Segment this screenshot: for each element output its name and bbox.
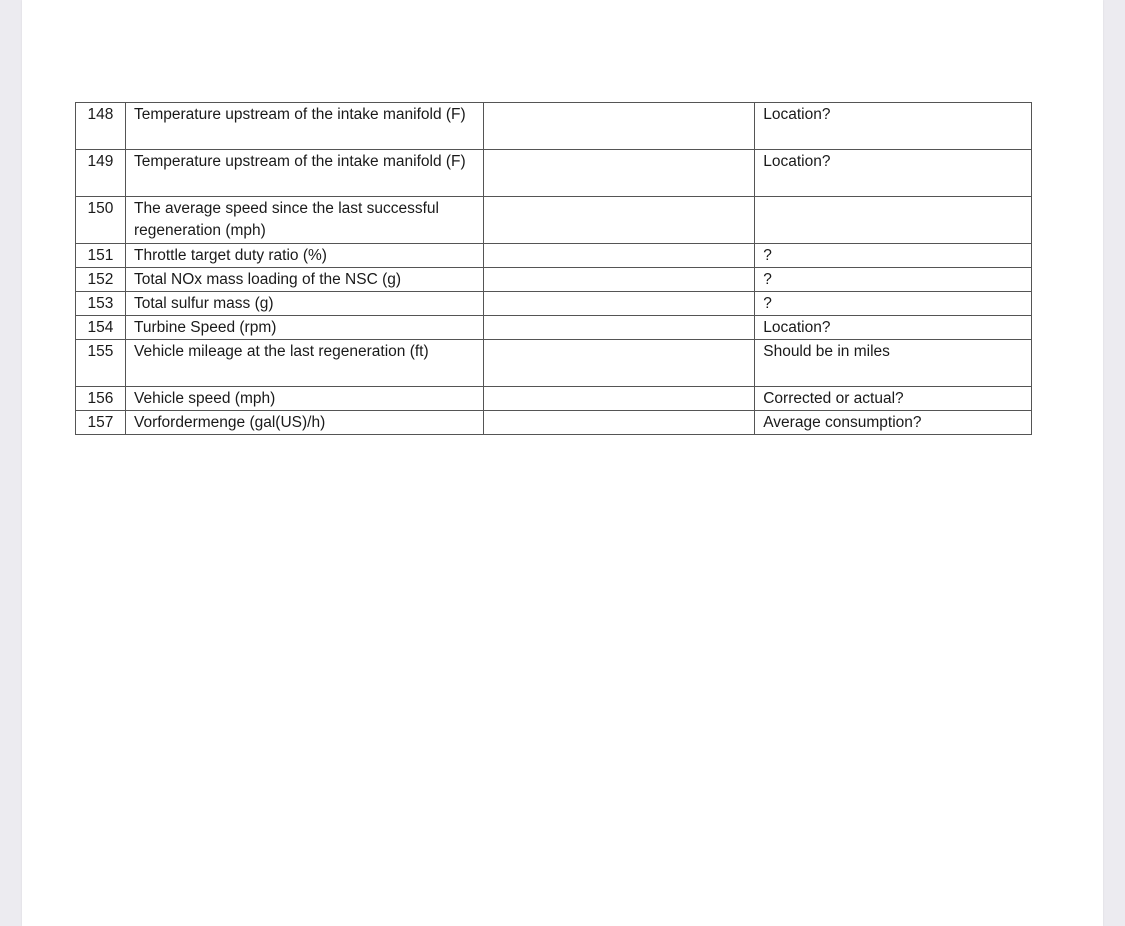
row-note: ?	[755, 268, 1032, 292]
table-row	[76, 387, 1032, 411]
row-number: 156	[76, 387, 126, 411]
row-note: Location?	[755, 103, 1032, 150]
row-description: Total sulfur mass (g)	[125, 292, 483, 316]
row-value	[483, 340, 755, 387]
table-row	[76, 103, 1032, 150]
table-row	[76, 411, 1032, 435]
row-number: 153	[76, 292, 126, 316]
table-row	[76, 197, 1032, 244]
row-value	[483, 103, 755, 150]
row-note	[755, 197, 1032, 244]
row-number: 151	[76, 244, 126, 268]
row-description: Vorfordermenge (gal(US)/h)	[125, 411, 483, 435]
parameter-table	[75, 102, 1032, 435]
table-row	[76, 316, 1032, 340]
row-description: Temperature upstream of the intake manifold (F)	[125, 150, 483, 197]
row-note: Corrected or actual?	[755, 387, 1032, 411]
row-note: Location?	[755, 150, 1032, 197]
row-value	[483, 150, 755, 197]
row-number: 152	[76, 268, 126, 292]
row-note: ?	[755, 292, 1032, 316]
row-number: 154	[76, 316, 126, 340]
row-value	[483, 268, 755, 292]
row-value	[483, 244, 755, 268]
row-number: 157	[76, 411, 126, 435]
row-description: Turbine Speed (rpm)	[125, 316, 483, 340]
row-note: Should be in miles	[755, 340, 1032, 387]
row-number: 149	[76, 150, 126, 197]
row-note: Average consumption?	[755, 411, 1032, 435]
row-description: The average speed since the last successful regeneration (mph)	[125, 197, 483, 244]
table-row	[76, 292, 1032, 316]
row-description: Temperature upstream of the intake manifold (F)	[125, 103, 483, 150]
document-page	[22, 0, 1103, 926]
table-row	[76, 268, 1032, 292]
row-value	[483, 292, 755, 316]
row-number: 155	[76, 340, 126, 387]
row-description: Vehicle mileage at the last regeneration (ft)	[125, 340, 483, 387]
table-row	[76, 244, 1032, 268]
row-note: Location?	[755, 316, 1032, 340]
row-value	[483, 316, 755, 340]
row-number: 150	[76, 197, 126, 244]
row-value	[483, 411, 755, 435]
row-description: Total NOx mass loading of the NSC (g)	[125, 268, 483, 292]
row-description: Vehicle speed (mph)	[125, 387, 483, 411]
row-note: ?	[755, 244, 1032, 268]
table-row	[76, 150, 1032, 197]
row-description: Throttle target duty ratio (%)	[125, 244, 483, 268]
table-row	[76, 340, 1032, 387]
row-value	[483, 197, 755, 244]
row-number: 148	[76, 103, 126, 150]
row-value	[483, 387, 755, 411]
